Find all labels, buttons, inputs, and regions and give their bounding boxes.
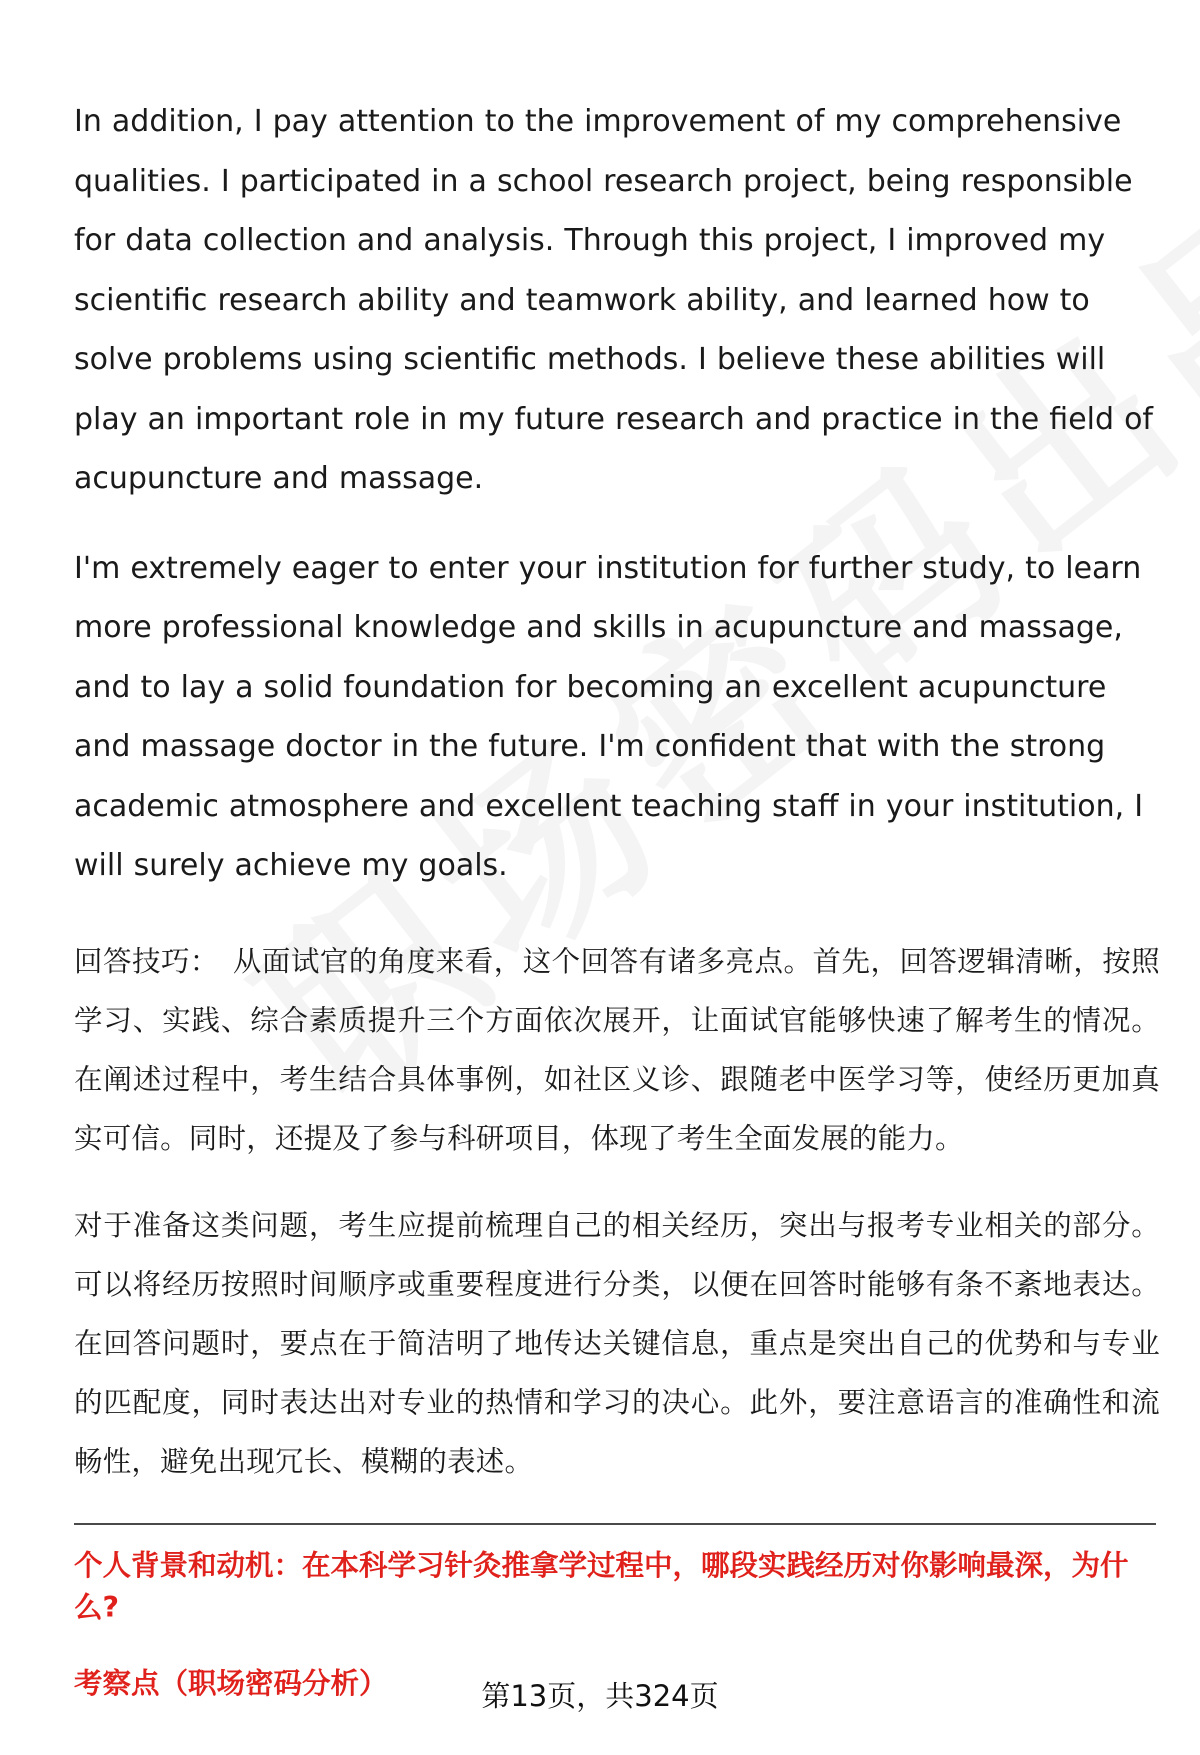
answer-tip-text: 从面试官的角度来看，这个回答有诸多亮点。首先，回答逻辑清晰，按照学习、实践、综合素质提升三个方面依次展开，让面试官能够快速了解考生的情况。在阐述过程中，考生结合具体事例，如社区义诊、跟随老中医学习等，使经历更加真实可信。同时，还提及了参与科研项目，体现了考生全面发展的能力。 (74, 944, 1160, 1155)
page-number-footer: 第13页，共324页 (481, 1679, 719, 1713)
paragraph-en-2: I'm extremely eager to enter your institution for further study, to learn more professional knowledge and skills in acupuncture and massage, and to lay a solid foundation for becoming an excellent acupuncture and massage doctor in the future. I'm confident that with the strong academic atmosphere and excellent teaching staff in your institution, I will surely achieve my goals. (74, 550, 1144, 883)
document-page (74, 92, 1160, 1705)
answer-tip-label: 回答技巧： (74, 944, 219, 978)
assessment-points-heading: 考察点（职场密码分析） (74, 1666, 388, 1700)
paragraph-en-1: In addition, I pay attention to the improvement of my comprehensive qualities. I participated in a school research project, being responsible for data collection and analysis. Through this project, I improved my scientific research ability and teamwork ability, and learned how to solve problems using scientific methods. I believe these abilities will play an important role in my future research and practice in the field of acupuncture and massage. (74, 104, 1153, 496)
section-divider (74, 1523, 1156, 1525)
answer-tip-paragraph (74, 932, 1160, 1168)
advice-paragraph: 对于准备这类问题，考生应提前梳理自己的相关经历，突出与报考专业相关的部分。可以将经历按照时间顺序或重要程度进行分类，以便在回答时能够有条不紊地表达。在回答问题时，要点在于简洁明了地传达关键信息，重点是突出自己的优势和与专业的匹配度，同时表达出对专业的热情和学习的决心。此外，要注意语言的准确性和流畅性，避免出现冗长、模糊的表述。 (74, 1208, 1160, 1478)
question-heading: 个人背景和动机：在本科学习针灸推拿学过程中，哪段实践经历对你影响最深，为什么? (74, 1548, 1129, 1624)
